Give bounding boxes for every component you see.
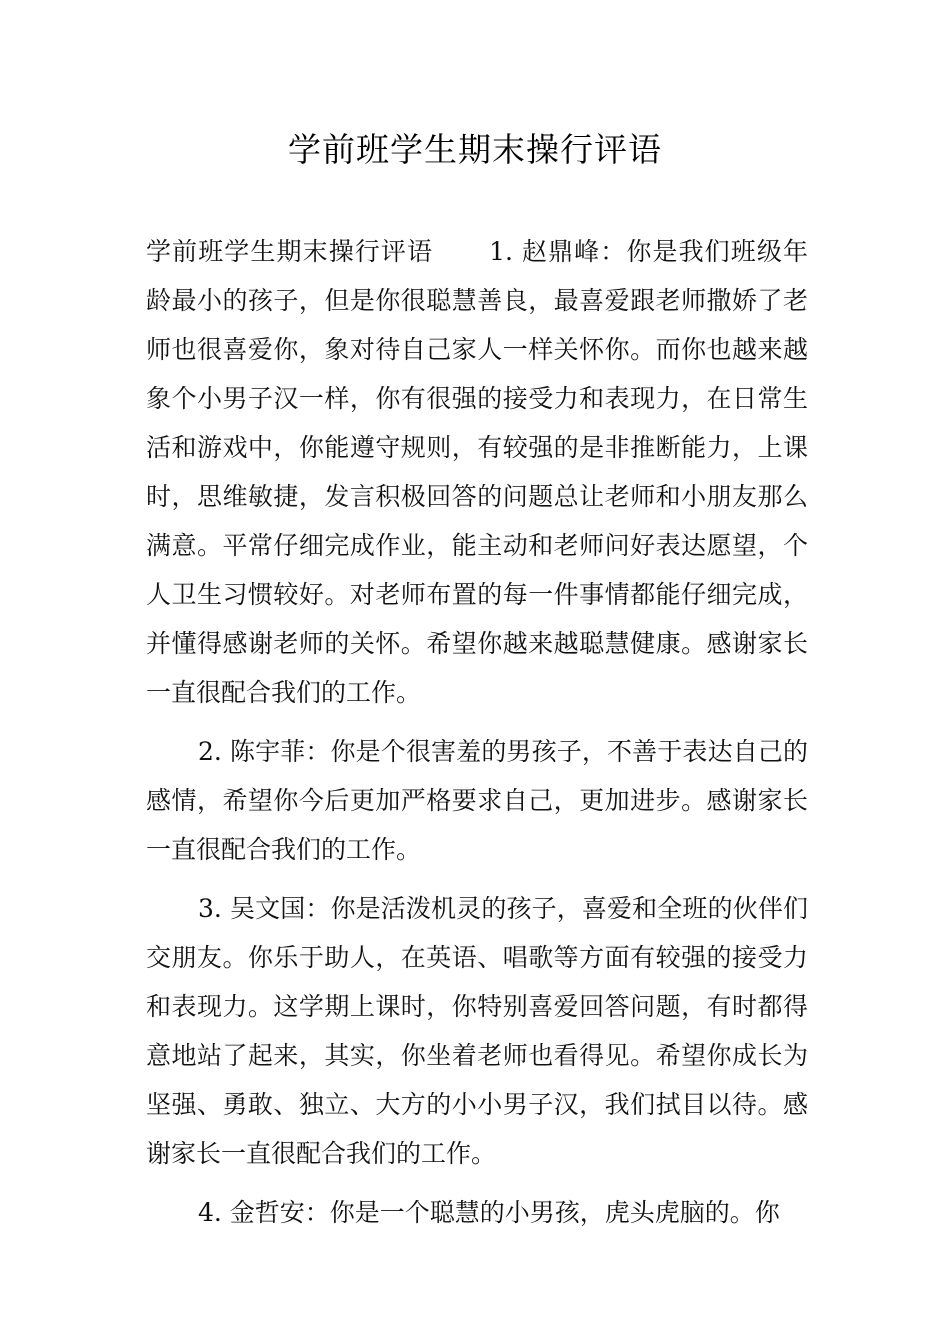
paragraph-2: 2. 陈宇菲：你是个很害羞的男孩子，不善于表达自己的感情，希望你今后更加严格要求自己，更加进步。感谢家长一直很配合我们的工作。 (146, 737, 808, 864)
document-body (146, 227, 808, 1247)
paragraph-3: 3. 吴文国：你是活泼机灵的孩子，喜爱和全班的伙伴们交朋友。你乐于助人，在英语、唱歌等方面有较强的接受力和表现力。这学期上课时，你特别喜爱回答问题，有时都得意地站了起来，其实，你坐着老师也看得见。希望你成长为坚强、勇敢、独立、大方的小小男子汉，我们拭目以待。感谢家长一直很配合我们的工作。 (146, 894, 808, 1168)
paragraph-1 (146, 227, 808, 717)
paragraph-1-text: 1. 赵鼎峰：你是我们班级年龄最小的孩子，但是你很聪慧善良，最喜爱跟老师撒娇了老师也很喜爱你，象对待自己家人一样关怀你。而你也越来越象个小男子汉一样，你有很强的接受力和表现力，在日常生活和游戏中，你能遵守规则，有较强的是非推断能力，上课时，思维敏捷，发言积极回答的问题总让老师和小朋友那么满意。平常仔细完成作业，能主动和老师问好表达愿望，个人卫生习惯较好。对老师布置的每一件事情都能仔细完成，并懂得感谢老师的关怀。希望你越来越聪慧健康。感谢家长一直很配合我们的工作。 (146, 237, 808, 707)
intro-label: 学前班学生期末操行评语 (146, 237, 434, 266)
paragraph-4: 4. 金哲安：你是一个聪慧的小男孩，虎头虎脑的。你 (198, 1198, 780, 1227)
document-title: 学前班学生期末操行评语 (288, 130, 662, 169)
